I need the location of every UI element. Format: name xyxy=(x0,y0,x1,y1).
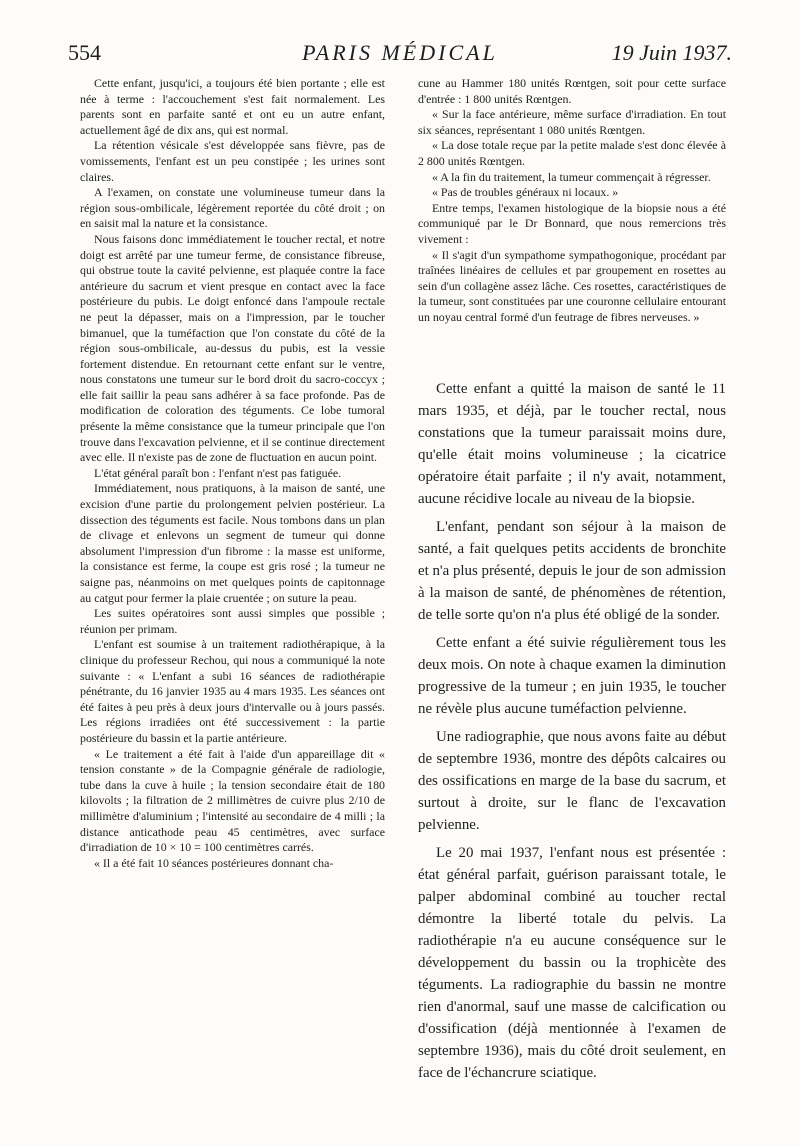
paragraph: Cette enfant, jusqu'ici, a toujours été bien portante ; elle est née à terme : l'accouchement s'est fait normalement. Les parents sont en parfaite santé et ont eu un autre enfant, actuellement âgé de dix ans, qui est normal. xyxy=(80,76,385,137)
paragraph: Une radiographie, que nous avons faite au début de septembre 1936, montre des dépôts calcaires ou des ossifications en marge de la base du sacrum, et surtout à droite, sur le flanc de l'excavation pelvienne. xyxy=(418,729,726,833)
paragraph: « Pas de troubles généraux ni locaux. » xyxy=(432,185,619,200)
paragraph: L'enfant est soumise à un traitement radiothérapique, à la clinique du professeur Rechou, qui nous a communiqué la note suivante : « L'enfant a subi 16 séances de radiothérapie pénétrante, du 16 janvier 1935 au 4 mars 1935. Les séances ont été faites à peu près à deux jours d'intervalle ou à jours passés. Les régions irradiées ont été successivement : la partie postérieure du bassin et la partie antérieure. xyxy=(80,637,385,745)
page-header xyxy=(68,40,732,72)
paragraph: La rétention vésicale s'est développée sans fièvre, pas de vomissements, l'enfant est un peu constipée ; les urines sont claires. xyxy=(80,138,385,184)
right-column-small-print xyxy=(418,76,726,326)
page-number: 554 xyxy=(68,40,101,65)
paragraph: Cette enfant a été suivie régulièrement tous les deux mois. On note à chaque examen la diminution progressive de la tumeur ; en juin 1935, le toucher ne révèle plus aucune tuméfaction pelvienne. xyxy=(418,635,726,717)
paragraph: cune au Hammer 180 unités Rœntgen, soit pour cette surface d'entrée : 1 800 unités Rœntgen. xyxy=(418,76,726,106)
paragraph: « Il s'agit d'un sympathome sympathogonique, procédant par traînées linéaires de cellules et par groupement en rosettes au sein d'un collagène assez lâche. Ces rosettes, caractéristiques de la tumeur, sont constituées par une couronne cellulaire entourant un noyau central formé d'un feutrage de fibres nerveuses. » xyxy=(418,247,726,324)
paragraph: Nous faisons donc immédiatement le toucher rectal, et notre doigt est arrêté par une tumeur ferme, de consistance fibreuse, qui obstrue toute la cavité pelvienne, est plaquée contre la face antérieure du sacrum et vient presque en contact avec la face postérieure du pubis. Le doigt enfoncé dans l'ampoule rectale ne peut la dépasser, mais on a l'impression, par le toucher bimanuel, que la tuméfaction que l'on constate du côté de la région sous-ombilicale, au-dessus du pubis, est la vessie fortement distendue. En retournant cette enfant sur le ventre, nous constatons une tumeur sur le bord droit du sacro-coccyx ; elle fait saillir la peau sans adhérer à sa face profonde. Pas de modification de coloration des téguments. Ce lobe tumoral présente la même consistance que la tumeur principale que l'on trouve dans l'excavation pelvienne, et il se continue directement avec elle. Il n'existe pas de zone de fluctuation en aucun point. xyxy=(80,231,385,465)
paragraph: Le 20 mai 1937, l'enfant nous est présentée : état général parfait, guérison paraissant totale, le palper abdominal combiné au toucher rectal démontre la liberté totale du pelvis. La radiothérapie n'a eu aucune conséquence sur le développement du bassin ou la trophicète des téguments. La radiographie du bassin ne montre rien d'anormal, sauf une masse de calcification ou d'ossification (déjà mentionnée à l'examen de septembre 1936), mais du côté droit seulement, en face de l'échancrure sciatique. xyxy=(418,845,726,1081)
paragraph: A l'examen, on constate une volumineuse tumeur dans la région sous-ombilicale, légèrement reportée du côté droit ; on en saisit mal la nature et la consistance. xyxy=(80,185,385,231)
paragraph: L'enfant, pendant son séjour à la maison de santé, a fait quelques petits accidents de bronchite et n'a plus présenté, depuis le jour de son admission à la maison de santé, de phénomènes de rétention, de telle sorte qu'on n'a plus été obligé de la sonder. xyxy=(418,519,726,623)
paragraph: Cette enfant a quitté la maison de santé le 11 mars 1935, et déjà, par le toucher rectal, nous constations que la tumeur paraissait moins dure, qu'elle était moins volumineuse ; la cicatrice opératoire était parfaite ; il n'y avait, notamment, aucune récidive locale au niveau de la biopsie. xyxy=(418,381,726,507)
paragraph: « La dose totale reçue par la petite malade s'est donc élevée à 2 800 unités Rœntgen. xyxy=(418,138,726,168)
paragraph: « Il a été fait 10 séances postérieures donnant cha- xyxy=(94,855,334,870)
paragraph: « Le traitement a été fait à l'aide d'un appareillage dit « tension constante » de la Compagnie générale de radiologie, tube dans la cuve à huile ; la tension secondaire était de 180 kilovolts ; la filtration de 2 millimètres de cuivre plus 2/10 de millimètre d'aluminium ; l'intensité au secondaire de 4 milli ; la distance anticathode peau 45 centimètres, avec surface d'irradiation de 10 × 10 = 100 centimètres carrés. xyxy=(80,746,385,855)
paragraph: Entre temps, l'examen histologique de la biopsie nous a été communiqué par le Dr Bonnard, que nous remercions très vivement : xyxy=(418,200,726,246)
paragraph: Les suites opératoires sont aussi simples que possible ; réunion per primam. xyxy=(80,606,385,636)
paragraph: « Sur la face antérieure, même surface d'irradiation. En tout six séances, représentant 1 080 unités Rœntgen. xyxy=(418,107,726,137)
issue-date: 19 Juin 1937. xyxy=(611,40,732,65)
left-column xyxy=(80,76,385,871)
paragraph: « A la fin du traitement, la tumeur commençait à régresser. xyxy=(432,169,711,184)
paragraph: Immédiatement, nous pratiquons, à la maison de santé, une excision d'une partie du prolongement pelvien postérieur. La dissection des téguments est facile. Nous tombons dans un plan de clivage et enlevons un segment de tumeur qui donne absolument l'impression d'un fibrome : la masse est uniforme, la consistance est ferme, la coupe est gris rosé ; la tumeur ne saigne pas, néanmoins on met quelques points de capitonnage au catgut pour fermer la plaie cruentée ; on suture la peau. xyxy=(80,481,385,605)
paragraph: L'état général paraît bon : l'enfant n'est pas fatiguée. xyxy=(94,465,342,480)
right-column-large-print xyxy=(418,378,726,1090)
journal-title: PARIS MÉDICAL xyxy=(302,40,498,65)
